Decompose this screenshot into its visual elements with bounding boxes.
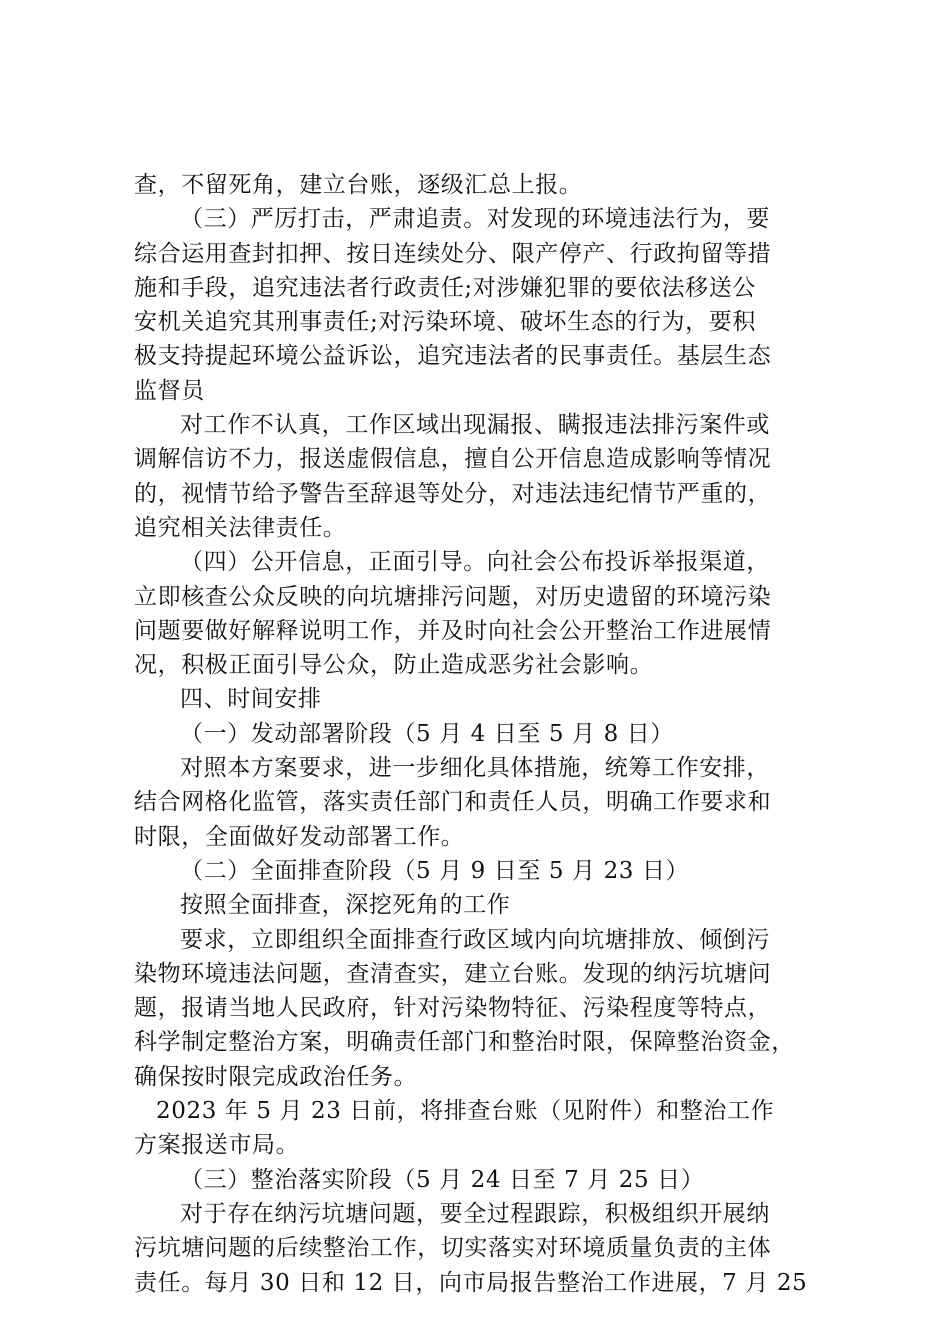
paragraph-line: 对于存在纳污坑塘问题，要全过程跟踪，积极组织开展纳	[180, 1200, 770, 1227]
paragraph-line: 确保按时限完成政治任务。	[134, 1063, 418, 1090]
paragraph-line: 染物环境违法问题，查清查实，建立台账。发现的纳污坑塘问	[134, 960, 772, 987]
paragraph-line: 安机关追究其刑事责任;对污染环境、破坏生态的行为，要积	[134, 309, 756, 336]
section-heading: 四、时间安排	[180, 686, 322, 713]
paragraph-line: 按照全面排查，深挖死角的工作	[180, 892, 511, 919]
paragraph-line: 时限，全面做好发动部署工作。	[134, 823, 465, 850]
paragraph-line: 的，视情节给予警告至辞退等处分，对违法违纪情节严重的，	[134, 480, 772, 507]
paragraph-line: （四）公开信息，正面引导。向社会公布投诉举报渠道，	[180, 549, 770, 576]
paragraph-line: 方案报送市局。	[134, 1132, 300, 1159]
paragraph-line: 监督员	[134, 377, 205, 404]
paragraph-line: 责任。每月 30 日和 12 日，向市局报告整治工作进展，7 月 25	[134, 1269, 808, 1296]
paragraph-line: 查，不留死角，建立台账，逐级汇总上报。	[134, 172, 583, 198]
paragraph-line: 对工作不认真，工作区域出现漏报、瞒报违法排污案件或	[180, 412, 770, 439]
paragraph-line: 况，积极正面引导公众，防止造成恶劣社会影响。	[134, 652, 654, 679]
paragraph-line: 极支持提起环境公益诉讼，追究违法者的民事责任。基层生态	[134, 343, 772, 370]
paragraph-line: 2023 年 5 月 23 日前，将排查台账（见附件）和整治工作	[156, 1098, 775, 1125]
paragraph-line: （三）严厉打击，严肃追责。对发现的环境违法行为，要	[180, 206, 770, 233]
subsection-heading: （一）发动部署阶段（5 月 4 日至 5 月 8 日）	[180, 720, 674, 747]
paragraph-line: 污坑塘问题的后续整治工作，切实落实对环境质量负责的主体	[134, 1235, 772, 1262]
paragraph-line: 调解信访不力，报送虚假信息，擅自公开信息造成影响等情况	[134, 446, 772, 473]
paragraph-line: 要求，立即组织全面排查行政区域内向坑塘排放、倾倒污	[180, 926, 770, 953]
document-body	[134, 168, 834, 1300]
paragraph-line: 题，报请当地人民政府，针对污染物特征、污染程度等特点，	[134, 995, 772, 1022]
paragraph-line: 追究相关法律责任。	[134, 514, 347, 541]
paragraph-line: 立即核查公众反映的向坑塘排污问题，对历史遗留的环境污染	[134, 583, 772, 610]
paragraph-line: 结合网格化监管，落实责任部门和责任人员，明确工作要求和	[134, 789, 772, 816]
paragraph-line: 对照本方案要求，进一步细化具体措施，统筹工作安排，	[180, 755, 770, 782]
subsection-heading: （三）整治落实阶段（5 月 24 日至 7 月 25 日）	[180, 1166, 705, 1193]
paragraph-line: 科学制定整治方案，明确责任部门和整治时限，保障整治资金，	[134, 1029, 795, 1056]
paragraph-line: 问题要做好解释说明工作，并及时向社会公开整治工作进展情	[134, 617, 772, 644]
subsection-heading: （二）全面排查阶段（5 月 9 日至 5 月 23 日）	[180, 857, 690, 884]
paragraph-line: 综合运用查封扣押、按日连续处分、限产停产、行政拘留等措	[134, 240, 772, 267]
paragraph-line: 施和手段，追究违法者行政责任;对涉嫌犯罪的要依法移送公	[134, 274, 756, 301]
